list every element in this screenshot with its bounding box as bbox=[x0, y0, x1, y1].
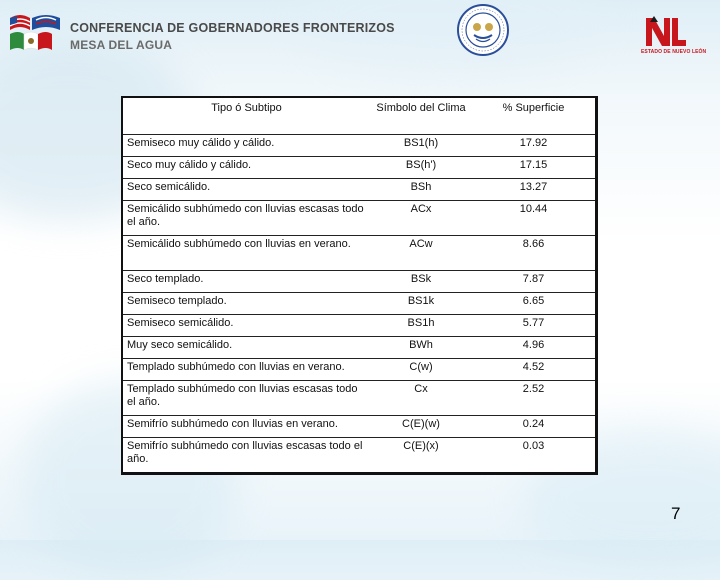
cell-simbolo: ACw bbox=[409, 238, 433, 250]
table-row bbox=[123, 201, 595, 236]
cell-superficie: 2.52 bbox=[522, 383, 545, 395]
cell-tipo: Semifrío subhúmedo con lluvias en verano. bbox=[127, 418, 338, 430]
table-row bbox=[123, 271, 595, 293]
water-agency-seal-icon bbox=[456, 3, 510, 57]
column-header-simbolo: Símbolo del Clima bbox=[376, 102, 466, 114]
cell-simbolo: BWh bbox=[409, 339, 433, 351]
cell-simbolo: BS1k bbox=[407, 295, 435, 307]
cell-tipo: Templado subhúmedo con lluvias en verano. bbox=[127, 361, 345, 373]
cell-tipo: Semicálido subhúmedo con lluvias escasas todo el año. bbox=[127, 203, 364, 228]
cell-tipo: Seco templado. bbox=[127, 273, 204, 285]
table-row bbox=[123, 438, 595, 473]
cell-superficie: 6.65 bbox=[522, 295, 545, 307]
cell-simbolo: BS(h') bbox=[405, 159, 437, 171]
cell-superficie: 4.96 bbox=[522, 339, 545, 351]
table-row bbox=[123, 337, 595, 359]
cell-tipo: Semiseco templado. bbox=[127, 295, 227, 307]
climate-table bbox=[121, 96, 598, 475]
org-title: CONFERENCIA DE GOBERNADORES FRONTERIZOS bbox=[70, 21, 395, 35]
table-row bbox=[123, 315, 595, 337]
table-row bbox=[123, 236, 595, 271]
cell-tipo: Semicálido subhúmedo con lluvias en verano. bbox=[127, 238, 351, 250]
cell-tipo: Muy seco semicálido. bbox=[127, 339, 233, 351]
cell-superficie: 17.15 bbox=[519, 159, 548, 171]
cell-simbolo: BS1(h) bbox=[403, 137, 439, 149]
column-header-superficie: % Superficie bbox=[502, 102, 565, 114]
cell-tipo: Templado subhúmedo con lluvias escasas todo el año. bbox=[127, 383, 358, 408]
conference-logo-icon bbox=[6, 10, 64, 56]
org-subtitle: MESA DEL AGUA bbox=[70, 38, 173, 52]
page-number: 7 bbox=[671, 504, 681, 523]
cell-superficie: 4.52 bbox=[522, 361, 545, 373]
right-logo-caption: ESTADO DE NUEVO LEÓN bbox=[641, 49, 707, 55]
background-wash bbox=[300, 0, 600, 80]
table-row bbox=[123, 293, 595, 315]
cell-simbolo: BS1h bbox=[407, 317, 435, 329]
cell-tipo: Semiseco semicálido. bbox=[127, 317, 234, 329]
cell-superficie: 7.87 bbox=[522, 273, 545, 285]
cell-superficie: 10.44 bbox=[519, 203, 548, 215]
table-row bbox=[123, 179, 595, 201]
cell-superficie: 0.24 bbox=[522, 418, 545, 430]
cell-superficie: 8.66 bbox=[522, 238, 545, 250]
table-row bbox=[123, 359, 595, 381]
table-header-row bbox=[123, 98, 595, 135]
table-row bbox=[123, 157, 595, 179]
cell-simbolo: BSk bbox=[410, 273, 432, 285]
table-row bbox=[123, 416, 595, 438]
cell-superficie: 17.92 bbox=[519, 137, 548, 149]
cell-tipo: Semifrío subhúmedo con lluvias escasas todo el año. bbox=[127, 440, 363, 465]
cell-superficie: 5.77 bbox=[522, 317, 545, 329]
cell-simbolo: BSh bbox=[410, 181, 432, 193]
cell-simbolo: ACx bbox=[410, 203, 432, 215]
cell-superficie: 13.27 bbox=[519, 181, 548, 193]
cell-tipo: Semiseco muy cálido y cálido. bbox=[127, 137, 275, 149]
cell-tipo: Seco muy cálido y cálido. bbox=[127, 159, 252, 171]
table-row bbox=[123, 135, 595, 157]
column-header-tipo: Tipo ó Subtipo bbox=[211, 102, 282, 114]
cell-tipo: Seco semicálido. bbox=[127, 181, 211, 193]
cell-simbolo: C(w) bbox=[409, 361, 433, 373]
cell-simbolo: C(E)(w) bbox=[402, 418, 440, 430]
cell-simbolo: Cx bbox=[414, 383, 428, 395]
cell-simbolo: C(E)(x) bbox=[403, 440, 439, 452]
table-row bbox=[123, 381, 595, 416]
cell-superficie: 0.03 bbox=[522, 440, 545, 452]
